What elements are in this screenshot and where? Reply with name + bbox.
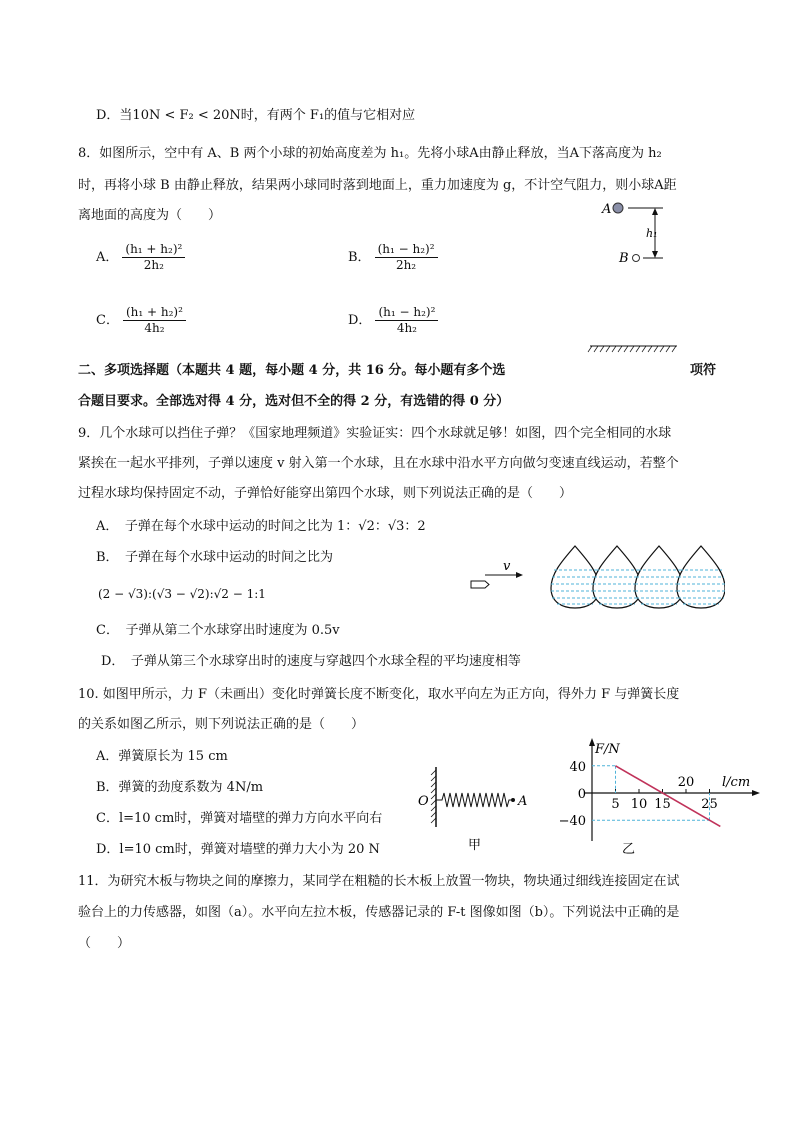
x-tick-label: 5 (611, 797, 620, 812)
section2-title-line2: 合题目要求。全部选对得 4 分，选对但不全的得 2 分，有选错的得 0 分） (78, 394, 510, 409)
label-o: O (418, 794, 429, 809)
y-tick-label: 0 (577, 787, 586, 802)
x-tick-label: 20 (677, 775, 695, 790)
q9-option-d: D． 子弹从第三个水球穿出时的速度与穿越四个水球全程的平均速度相等 (101, 654, 521, 669)
q8-option-c (96, 305, 186, 336)
label-v: v (503, 559, 511, 574)
q9-option-b-formula: (2 − √3):(√3 − √2):√2 − 1:1 (98, 587, 266, 601)
y-tick-label: 40 (569, 759, 586, 775)
option-label: C． (96, 313, 119, 328)
numerator: (h₁ − h₂)² (375, 305, 438, 321)
label-b: B (619, 251, 629, 266)
y-tick-label: −40 (558, 814, 586, 830)
label-a: A (602, 202, 612, 217)
q9-stem-line2: 紧挨在一起水平排列，子弹以速度 v 射入第一个水球，且在水球中沿水平方向做匀变速直线运动，若整个 (78, 456, 679, 471)
water-ball-3 (635, 546, 683, 608)
fraction (123, 305, 186, 336)
section2-title-line1: 二、多项选择题（本题共 4 题，每小题 4 分，共 16 分。每小题有多个选 (78, 363, 506, 378)
x-axis-label: l/cm (722, 775, 751, 790)
spring-icon (436, 793, 511, 807)
option-label: D． (348, 313, 372, 328)
water-ball-4 (677, 546, 725, 608)
q11-stem-line1: 11．为研究木板与物块之间的摩擦力，某同学在粗糙的长木板上放置一物块，物块通过细线连接固定在试 (78, 874, 680, 889)
q11-stem-line3: （ ） (78, 936, 131, 951)
fraction (122, 242, 185, 273)
x-tick-label: 15 (654, 797, 671, 812)
section2-title-tail: 项符 (690, 363, 717, 378)
q8-stem-line2: 时，再将小球 B 由静止释放，结果两小球同时落到地面上，重力加速度为 g，不计空气阻力，则小球A距 (78, 178, 677, 193)
label-a: A (518, 794, 528, 809)
denominator: 4h₂ (396, 321, 417, 335)
q9-figure (465, 540, 725, 615)
fraction (375, 242, 438, 273)
q8-option-a (96, 242, 185, 273)
caption-yi: 乙 (622, 842, 636, 857)
q8-stem-line1: 8．如图所示，空中有 A、B 两个小球的初始高度差为 h₁。先将小球A由静止释放，当A下落高度为 h₂ (78, 146, 662, 161)
q10-option-b: B．弹簧的劲度系数为 4N/m (96, 780, 264, 795)
x-tick-label: 10 (630, 797, 648, 812)
denominator: 2h₂ (143, 258, 164, 272)
water-ball-1 (551, 546, 599, 608)
q9-stem-line3: 过程水球均保持固定不动，子弹恰好能穿出第四个水球，则下列说法正确的是（ ） (78, 486, 573, 501)
x-axis-arrow (752, 790, 760, 796)
q10-option-a: A．弹簧原长为 15 cm (96, 749, 228, 764)
ball-a-icon (613, 203, 623, 213)
q9-option-c: C． 子弹从第二个水球穿出时速度为 0.5v (96, 623, 340, 638)
fraction (375, 305, 438, 336)
q10-stem-line1: 10. 如图甲所示，力 F（未画出）变化时弹簧长度不断变化，取水平向左为正方向，得外力 F 与弹簧长度 (78, 687, 680, 702)
q8-figure (585, 195, 685, 355)
water-balls (551, 546, 725, 608)
x-tick-label: 25 (701, 797, 718, 812)
q9-stem-line1: 9．几个水球可以挡住子弹？《国家地理频道》实验证实：四个水球就足够！如图，四个完全相同的水球 (78, 426, 672, 441)
ball-b-icon (633, 255, 640, 262)
bullet-icon (471, 581, 489, 588)
q8-stem-line3: 离地面的高度为（ ） (78, 208, 222, 223)
end-point (511, 798, 515, 802)
denominator: 2h₂ (395, 258, 417, 272)
q9-option-b: B． 子弹在每个水球中运动的时间之比为 (96, 550, 334, 565)
q10-option-d: D．l=10 cm时，弹簧对墙壁的弹力大小为 20 N (96, 842, 380, 857)
q8-option-b (348, 242, 438, 273)
denominator: 4h₂ (144, 321, 165, 335)
caption-jia: 甲 (468, 838, 482, 853)
q10-stem-line2: 的关系如图乙所示，则下列说法正确的是（ ） (78, 717, 365, 732)
numerator: (h₁ + h₂)² (122, 242, 185, 258)
q8-option-d (348, 305, 438, 336)
q10-figure-jia (412, 765, 534, 855)
label-h1: h₁ (646, 227, 658, 240)
q9-option-a: A． 子弹在每个水球中运动的时间之比为 1：√2：√3：2 (96, 519, 426, 534)
q11-stem-line2: 验台上的力传感器，如图（a）。水平向左拉木板，传感器记录的 F-t 图像如图（b）。下列说法中正确的是 (78, 905, 680, 920)
numerator: (h₁ − h₂)² (375, 242, 438, 258)
option-label: A． (96, 250, 119, 265)
option-label: B． (348, 250, 371, 265)
water-ball-2 (593, 546, 641, 608)
q7-option-d: D．当10N < F₂ < 20N时，有两个 F₁的值与它相对应 (96, 108, 416, 123)
y-axis-label: F/N (595, 742, 620, 757)
numerator: (h₁ + h₂)² (123, 305, 186, 321)
q10-option-c: C．l=10 cm时，弹簧对墙壁的弹力方向水平向右 (96, 811, 383, 826)
q10-chart (550, 733, 762, 858)
